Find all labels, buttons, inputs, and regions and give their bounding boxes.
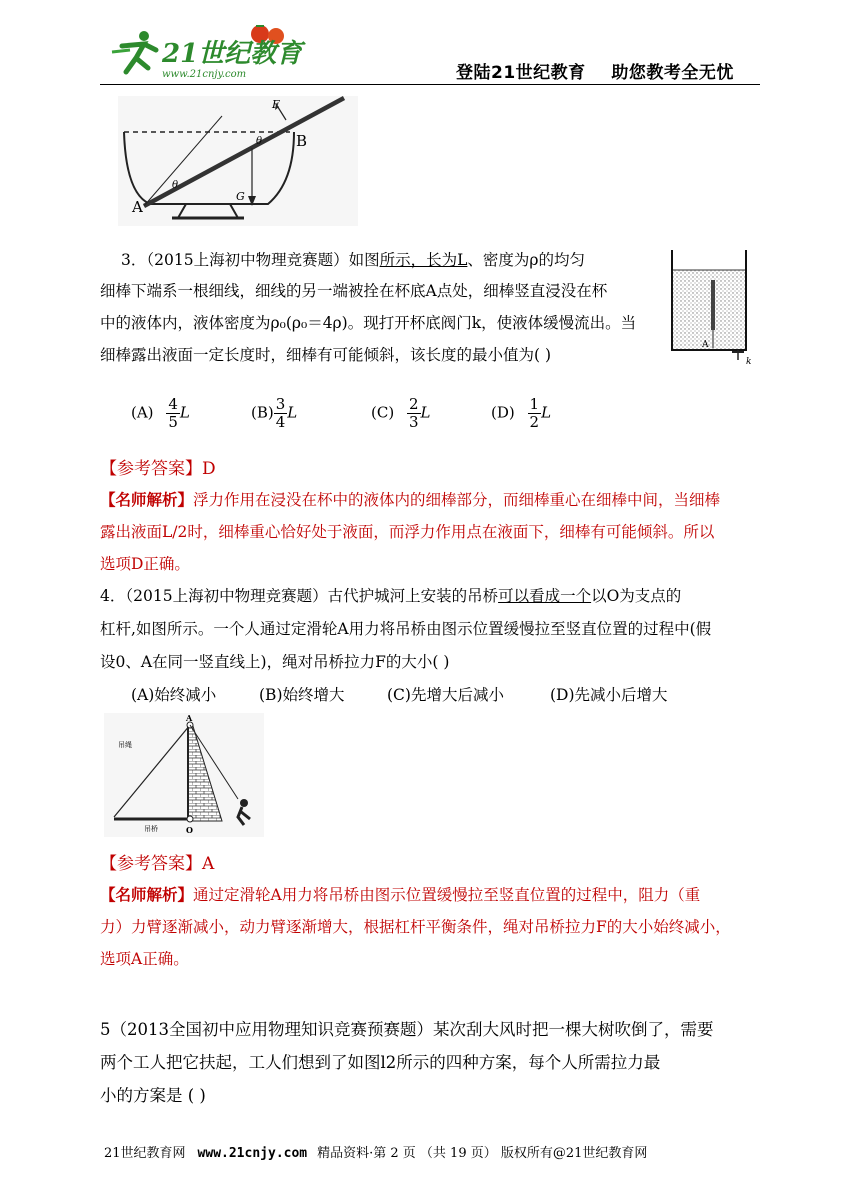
site-logo	[100, 22, 310, 82]
q4-line-1: 4．（2015上海初中物理竞赛题）古代护城河上安装的吊桥可以看成一个以O为支点的	[100, 587, 682, 605]
q3-option-a: (A) $\frac{4}{5}$ L	[131, 395, 190, 431]
q3-option-c: (C) $\frac{2}{3}$ L	[371, 395, 431, 431]
q4-analysis-line-2: 力）力臂逐渐减小，动力臂逐渐增大，根据杠杆平衡条件，绳对吊桥拉力F的大小始终减小，	[100, 918, 731, 936]
q4-answer: 【参考答案】A	[100, 854, 215, 874]
q4-option-a: (A)始终减小	[131, 686, 217, 704]
q4-option-d: (D)先减小后增大	[550, 686, 668, 704]
bridge-label-O: O	[186, 825, 193, 835]
q3-analysis-line-2: 露出液面L/2时，细棒重心恰好处于液面，而浮力作用点在液面下，细棒有可能倾斜。所以	[100, 523, 715, 541]
label-theta-1: θ	[172, 180, 179, 191]
bridge-label-rope: 吊绳	[118, 741, 132, 749]
footer-left: 21世纪教育网	[104, 1146, 186, 1161]
drawbridge-figure	[104, 713, 264, 837]
q4-number: 4．	[100, 587, 126, 605]
q3-analysis-line-1: 【名师解析】浮力作用在浸没在杯中的液体内的细棒部分，而细棒重心在细棒中间，当细棒	[100, 490, 721, 509]
label-G: G	[236, 190, 245, 203]
footer-site-link[interactable]: www.21cnjy.com	[197, 1146, 308, 1161]
q5-line-2: 两个工人把它扶起，工人们想到了如图l2所示的四种方案，每个人所需拉力最	[100, 1053, 661, 1072]
q5-line-3: 小的方案是 ( )	[100, 1086, 206, 1105]
logo-url: www.21cnjy.com	[162, 69, 247, 80]
q3-line-4: 细棒露出液面一定长度时，细棒有可能倾斜，该长度的最小值为( )	[100, 346, 552, 364]
q3-analysis-line-3: 选项D正确。	[100, 555, 190, 573]
q3-option-b: (B) $\frac{3}{4}$ L	[251, 395, 298, 431]
q4-analysis-line-1: 【名师解析】通过定滑轮A用力将吊桥由图示位置缓慢拉至竖直位置的过程中，阻力（重	[100, 885, 701, 904]
q3-answer: 【参考答案】D	[100, 459, 216, 479]
q3-line-3: 中的液体内，液体密度为ρ₀(ρ₀＝4ρ)。现打开杯底阀门k，使液体缓慢流出。当	[100, 314, 637, 332]
label-theta-2: θ	[256, 136, 263, 147]
q5-line-1: 5（2013全国初中应用物理知识竞赛预赛题）某次刮大风时把一棵大树吹倒了，需要	[100, 1020, 714, 1039]
cup-rod-figure	[668, 248, 760, 368]
label-F: F	[272, 98, 280, 111]
q3-option-d: (D) $\frac{1}{2}$ L	[491, 395, 552, 431]
header-divider	[100, 84, 760, 85]
label-B: B	[296, 132, 308, 150]
q4-option-c: (C)先增大后减小	[387, 686, 504, 704]
bridge-label-A: A	[186, 713, 193, 723]
q4-line-3: 设0、A在同一竖直线上)，绳对吊桥拉力F的大小( )	[100, 653, 450, 671]
header-slogan: 登陆21世纪教育 助您教考全无忧	[456, 63, 734, 83]
q3-line-1: 3．（2015上海初中物理竞赛题）如图所示，长为L、密度为ρ的均匀	[121, 251, 585, 269]
logo-graphic	[100, 22, 310, 82]
q4-analysis-line-3: 选项A正确。	[100, 950, 189, 968]
cup-label-k: k	[746, 357, 752, 367]
q3-number: 3．	[121, 251, 147, 269]
footer-right: 精品资料·第 2 页 （共 19 页） 版权所有@21世纪教育网	[317, 1146, 648, 1161]
page-footer	[104, 1142, 647, 1161]
q4-option-b: (B)始终增大	[259, 686, 345, 704]
logo-text: 21世纪教育	[162, 39, 303, 69]
q3-line-2: 细棒下端系一根细线，细线的另一端被拴在杯底A点处，细棒竖直浸没在杯	[100, 282, 608, 300]
q4-line-2: 杠杆,如图所示。一个人通过定滑轮A用力将吊桥由图示位置缓慢拉至竖直位置的过程中(假	[100, 620, 712, 638]
cup-label-A: A	[702, 340, 709, 350]
bridge-label-bridge: 吊桥	[144, 825, 158, 833]
bowl-rod-figure	[118, 96, 358, 226]
label-A: A	[132, 198, 143, 216]
